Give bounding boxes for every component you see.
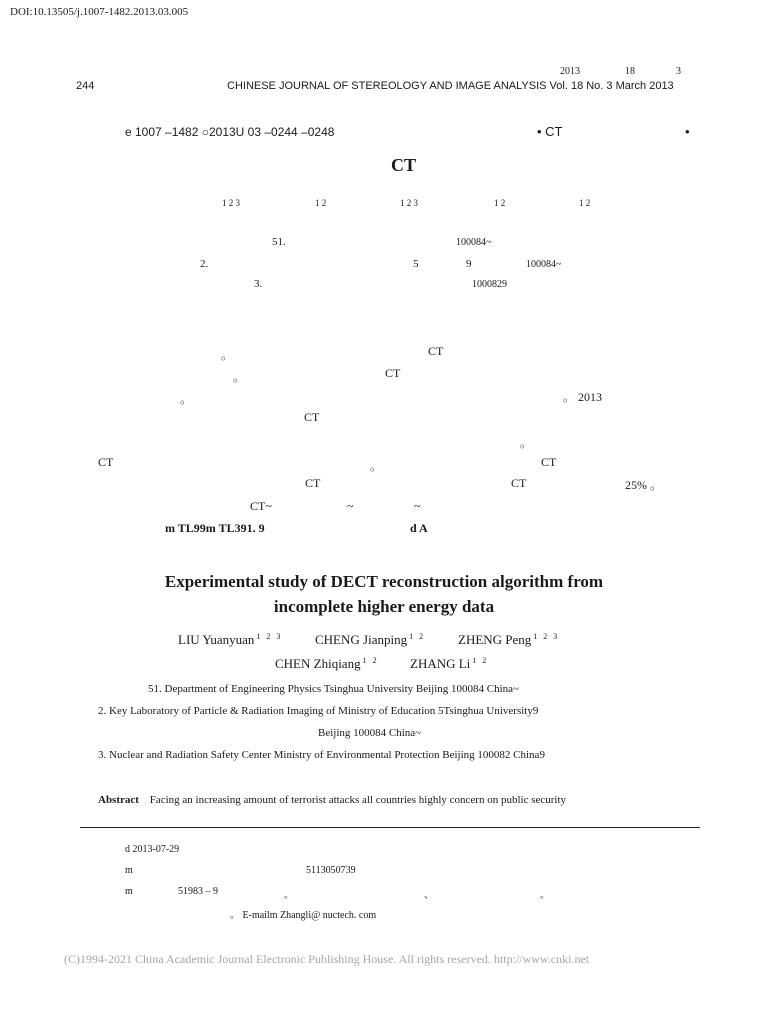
cn-author-sup-2: 1 2 (315, 198, 327, 208)
cn-affil-2-b: 5 (413, 258, 419, 270)
cn-document-code: d A (410, 521, 428, 535)
en-affiliation-2: 2. Key Laboratory of Particle & Radiation Imaging of Ministry of Education 5Tsinghua University9 (98, 705, 539, 717)
en-author-1: LIU Yuanyuan $^{1 2 3}$ (178, 632, 283, 647)
header-year: 2013 (560, 66, 580, 77)
abstract-text: Facing an increasing amount of terrorist attacks all countries highly concern on public security (149, 794, 567, 806)
footnote-bio-punct-2: 、 (424, 890, 434, 901)
header-volume: 18 (625, 66, 635, 77)
section-tag: • CT (537, 124, 563, 139)
footnote-bio-marker: m (125, 886, 133, 897)
en-affiliation-1: 51. Department of Engineering Physics Tsinghua University Beijing 100084 China~ (148, 683, 519, 695)
cn-abs-l1-a: 。 (221, 348, 234, 362)
cn-abs-l2-b: CT (385, 366, 401, 380)
cn-affil-3-zip: 1000829 (472, 279, 507, 290)
en-affiliation-2b: Beijing 100084 China~ (318, 727, 422, 739)
footnote-received: d 2013-07-29 (125, 844, 180, 855)
cn-author-sup-3: 1 2 3 (400, 198, 418, 208)
cn-abs-l6-a: CT (98, 455, 114, 469)
cn-abs-l6-b: 。 (370, 459, 383, 473)
footnote-bio-year: 51983 – 9 (178, 886, 218, 897)
abstract-line (98, 794, 566, 806)
en-author-2: CHENG Jianping $^{1 2}$ (315, 632, 426, 647)
cnki-footer: (C)1994-2021 China Academic Journal Electronic Publishing House. All rights reserved. http://www.cnki.net (64, 952, 590, 966)
cn-author-sup-5: 1 2 (579, 198, 591, 208)
cn-affil-3-num: 3. (254, 278, 263, 290)
cn-keywords-a: CT~ (250, 499, 272, 513)
footnote-bio-punct-3: 。 (540, 890, 550, 901)
cn-abs-l6-c: CT (541, 455, 557, 469)
cn-abs-l2-a: 。 (233, 370, 246, 384)
abstract-label: Abstract (98, 794, 139, 806)
cn-abs-l7-a: CT (305, 476, 321, 490)
footnote-bio-punct-1: 。 (284, 890, 294, 901)
en-title-line-1: Experimental study of DECT reconstruction algorithm from (164, 572, 604, 591)
cn-clc-number: m TL99m TL391. 9 (165, 521, 265, 535)
section-bullet: • (685, 124, 690, 139)
cn-abs-l3-b: 。 2013 (563, 390, 603, 404)
cn-abs-l1-b: CT (428, 344, 444, 358)
header-issue: 3 (676, 66, 681, 77)
en-author-5: ZHANG Li $^{1 2}$ (410, 656, 489, 671)
cn-affil-1-num: 51. (272, 236, 286, 248)
cn-keywords-b: ~ (347, 499, 354, 513)
cn-abs-l5-a: 。 (520, 436, 533, 450)
footnote-fund-marker: m (125, 865, 133, 876)
cn-affil-2-zip: 100084~ (526, 259, 562, 270)
footnote-divider (80, 827, 700, 828)
footnote-fund-number: 5113050739 (306, 865, 356, 876)
journal-line: CHINESE JOURNAL OF STEREOLOGY AND IMAGE ANALYSIS Vol. 18 No. 3 March 2013 (227, 80, 674, 92)
cn-title: CT (391, 155, 417, 175)
page-number: 244 (76, 80, 95, 92)
article-code: e 1007 –1482 ○2013U 03 –0244 –0248 (125, 125, 335, 139)
en-title-line-2: incomplete higher energy data (273, 597, 495, 616)
cn-affil-1-zip: 100084~ (456, 237, 492, 248)
cn-affil-2-num: 2. (200, 258, 209, 270)
cn-abs-l7-c: 25% 。 (625, 478, 662, 492)
doi: DOI:10.13505/j.1007-1482.2013.03.005 (10, 6, 189, 18)
en-author-4: CHEN Zhiqiang $^{1 2}$ (275, 656, 379, 671)
en-affiliation-3: 3. Nuclear and Radiation Safety Center Ministry of Environmental Protection Beijing 100082 China9 (98, 749, 545, 761)
cn-abs-l3-a: 。 (180, 392, 193, 406)
footnote-email: 。 E-mailm Zhangli@ nuctech. com (230, 910, 377, 921)
cn-author-sup-1: 1 2 3 (222, 198, 240, 208)
cn-abs-l4-a: CT (304, 410, 320, 424)
cn-abs-l7-b: CT (511, 476, 527, 490)
cn-affil-2-c: 9 (466, 258, 472, 270)
en-author-3: ZHENG Peng $^{1 2 3}$ (458, 632, 560, 647)
cn-author-sup-4: 1 2 (494, 198, 506, 208)
cn-keywords-c: ~ (414, 499, 421, 513)
